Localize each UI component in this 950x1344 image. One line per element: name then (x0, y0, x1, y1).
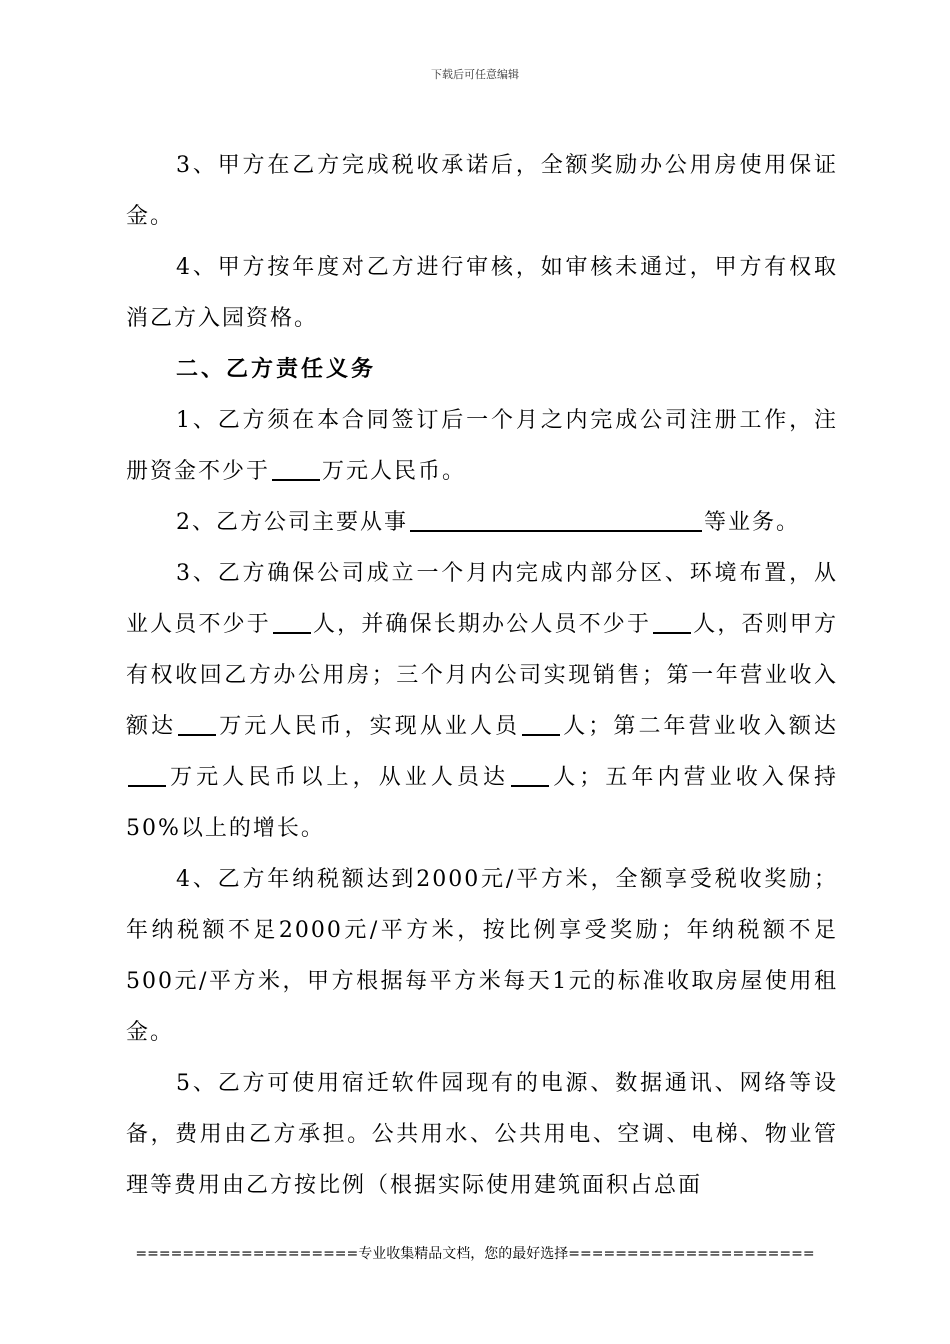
clause-b1-text-2: 万元人民币。 (322, 459, 467, 484)
document-body (126, 140, 838, 1211)
fill-blank (511, 761, 549, 787)
page-header: 下载后可任意编辑 (431, 68, 519, 81)
clause-a3: 3、甲方在乙方完成税收承诺后，全额奖励办公用房使用保证金。 (126, 153, 838, 229)
clause-b1 (126, 395, 838, 497)
clause-b2-text-2: 等业务。 (704, 510, 801, 535)
fill-blank (522, 710, 560, 736)
clause-b5: 5、乙方可使用宿迁软件园现有的电源、数据通讯、网络等设备，费用由乙方承担。公共用水、公共用电、空调、电梯、物业管理等费用由乙方按比例（根据实际使用建筑面积占总面 (126, 1071, 838, 1198)
section-title: 二、乙方责任义务 (176, 357, 377, 382)
fill-blank (653, 608, 691, 634)
clause-b3-text-6: 万元人民币以上，从业人员达 (168, 765, 510, 790)
fill-blank (128, 761, 166, 787)
fill-blank (410, 506, 702, 532)
clause-a4: 4、甲方按年度对乙方进行审核，如审核未通过，甲方有权取消乙方入园资格。 (126, 255, 838, 331)
clause-b2-text-1: 2、乙方公司主要从事 (176, 510, 408, 535)
clause-b2 (126, 497, 838, 548)
clause-b3 (126, 548, 838, 854)
fill-blank (178, 710, 216, 736)
fill-blank (273, 608, 311, 634)
clause-b1-text-1: 1、乙方须在本合同签订后一个月之内完成公司注册工作，注册资金不少于 (126, 408, 838, 484)
clause-b3-text-3: 人，否则甲方有权收回乙方办公用房；三个月内公司实现销售；第一年营业收入额达 (126, 612, 838, 739)
clause-b3-text-5: 人；第二年营业收入额达 (562, 714, 838, 739)
clause-b3-text-7: 人；五年内营业收入保持50%以上的增长。 (126, 765, 838, 841)
page-footer: ===================专业收集精品文档，您的最好选择===================== (135, 1246, 815, 1262)
clause-b4: 4、乙方年纳税额达到2000元/平方米，全额享受税收奖励；年纳税额不足2000元/平方米，按比例享受奖励；年纳税额不足500元/平方米，甲方根据每平方米每天1元的标准收取房屋使用租金。 (126, 867, 838, 1045)
clause-b3-text-2: 人，并确保长期办公人员不少于 (312, 612, 652, 637)
fill-blank (272, 455, 320, 481)
clause-b3-text-1: 3、乙方确保公司成立一个月内完成内部分区、环境布置，从业人员不少于 (126, 561, 838, 637)
clause-b3-text-4: 万元人民币，实现从业人员 (218, 714, 521, 739)
